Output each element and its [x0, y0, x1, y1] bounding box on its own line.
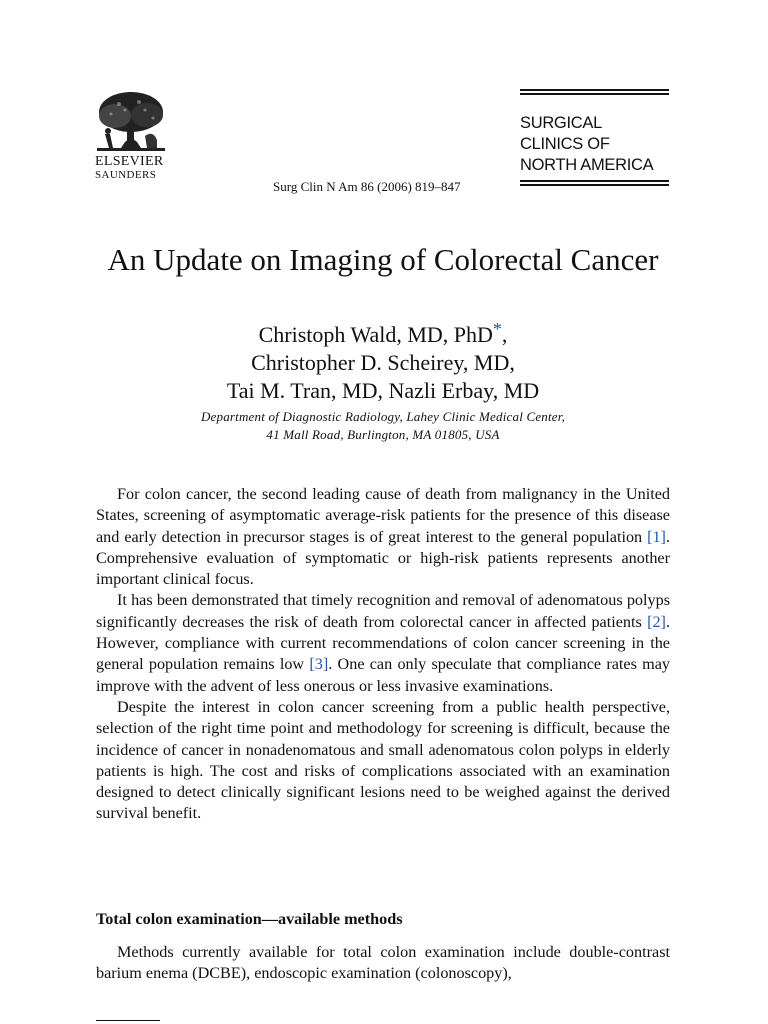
publisher-name: ELSEVIER [95, 154, 164, 169]
article-title: An Update on Imaging of Colorectal Cancer [107, 242, 659, 277]
footnote-rule [96, 1020, 160, 1021]
body-paragraph: It has been demonstrated that timely recognition and removal of adenomatous polyps significantly decreases the risk of death from colorectal cancer in affected patients [2]. However, compliance with current recommendations of colon cancer screening in the general population remains low [3]. One can only speculate that compliance rates may improve with the advent of less onerous or less invasive examinations. [96, 591, 670, 695]
article-body [96, 484, 670, 825]
body-paragraph: Despite the interest in colon cancer screening from a public health perspective, selection of the right time point and methodology for screening is difficult, because the incidence of cancer in nonadenomatous and small adenomatous colon polyps in elderly patients is high. The cost and risks of complications associated with an examination designed to detect clinically significant lesions need to be weighed against the derived survival benefit. [96, 697, 670, 823]
affiliation-line: Department of Diagnostic Radiology, Lahey Clinic Medical Center, [200, 409, 566, 424]
affiliation-line: 41 Mall Road, Burlington, MA 01805, USA [266, 427, 500, 442]
corresponding-author-mark[interactable]: * [492, 319, 502, 339]
publisher-logo [95, 90, 169, 181]
journal-name-line: CLINICS OF [520, 135, 610, 153]
tree-emblem-icon [95, 90, 167, 152]
author-line: Christoph Wald, MD, PhD*, [258, 319, 508, 347]
body-paragraph: For colon cancer, the second leading cause of death from malignancy in the United States, screening of asymptomatic average-risk patients for the presence of this disease and early detection in precursor stages is of great interest to the general population [1]. Comprehensive evaluation of symptomatic or high-risk patients represents another important clinical focus. [96, 485, 670, 589]
brand-bottom-rule [520, 180, 669, 186]
author-line: Tai M. Tran, MD, Nazli Erbay, MD [226, 378, 540, 403]
body-paragraph: Methods currently available for total colon examination include double-contrast barium enema (DCBE), endoscopic examination (colonoscopy), [96, 943, 670, 983]
author-list [96, 321, 670, 405]
journal-brand [520, 89, 669, 186]
author-affiliation [96, 408, 670, 444]
reference-link[interactable]: [2] [647, 612, 666, 631]
journal-name-line: SURGICAL [520, 114, 602, 132]
journal-name-line: NORTH AMERICA [520, 156, 654, 174]
section-heading: Total colon examination—available methods [96, 910, 403, 928]
journal-citation: Surg Clin N Am 86 (2006) 819–847 [273, 179, 461, 194]
publisher-imprint: SAUNDERS [95, 169, 157, 181]
reference-link[interactable]: [3] [309, 655, 329, 674]
reference-link[interactable]: [1] [647, 527, 666, 546]
section-body [96, 942, 670, 985]
journal-name [520, 95, 669, 180]
author-line: Christopher D. Scheirey, MD, [251, 350, 515, 375]
